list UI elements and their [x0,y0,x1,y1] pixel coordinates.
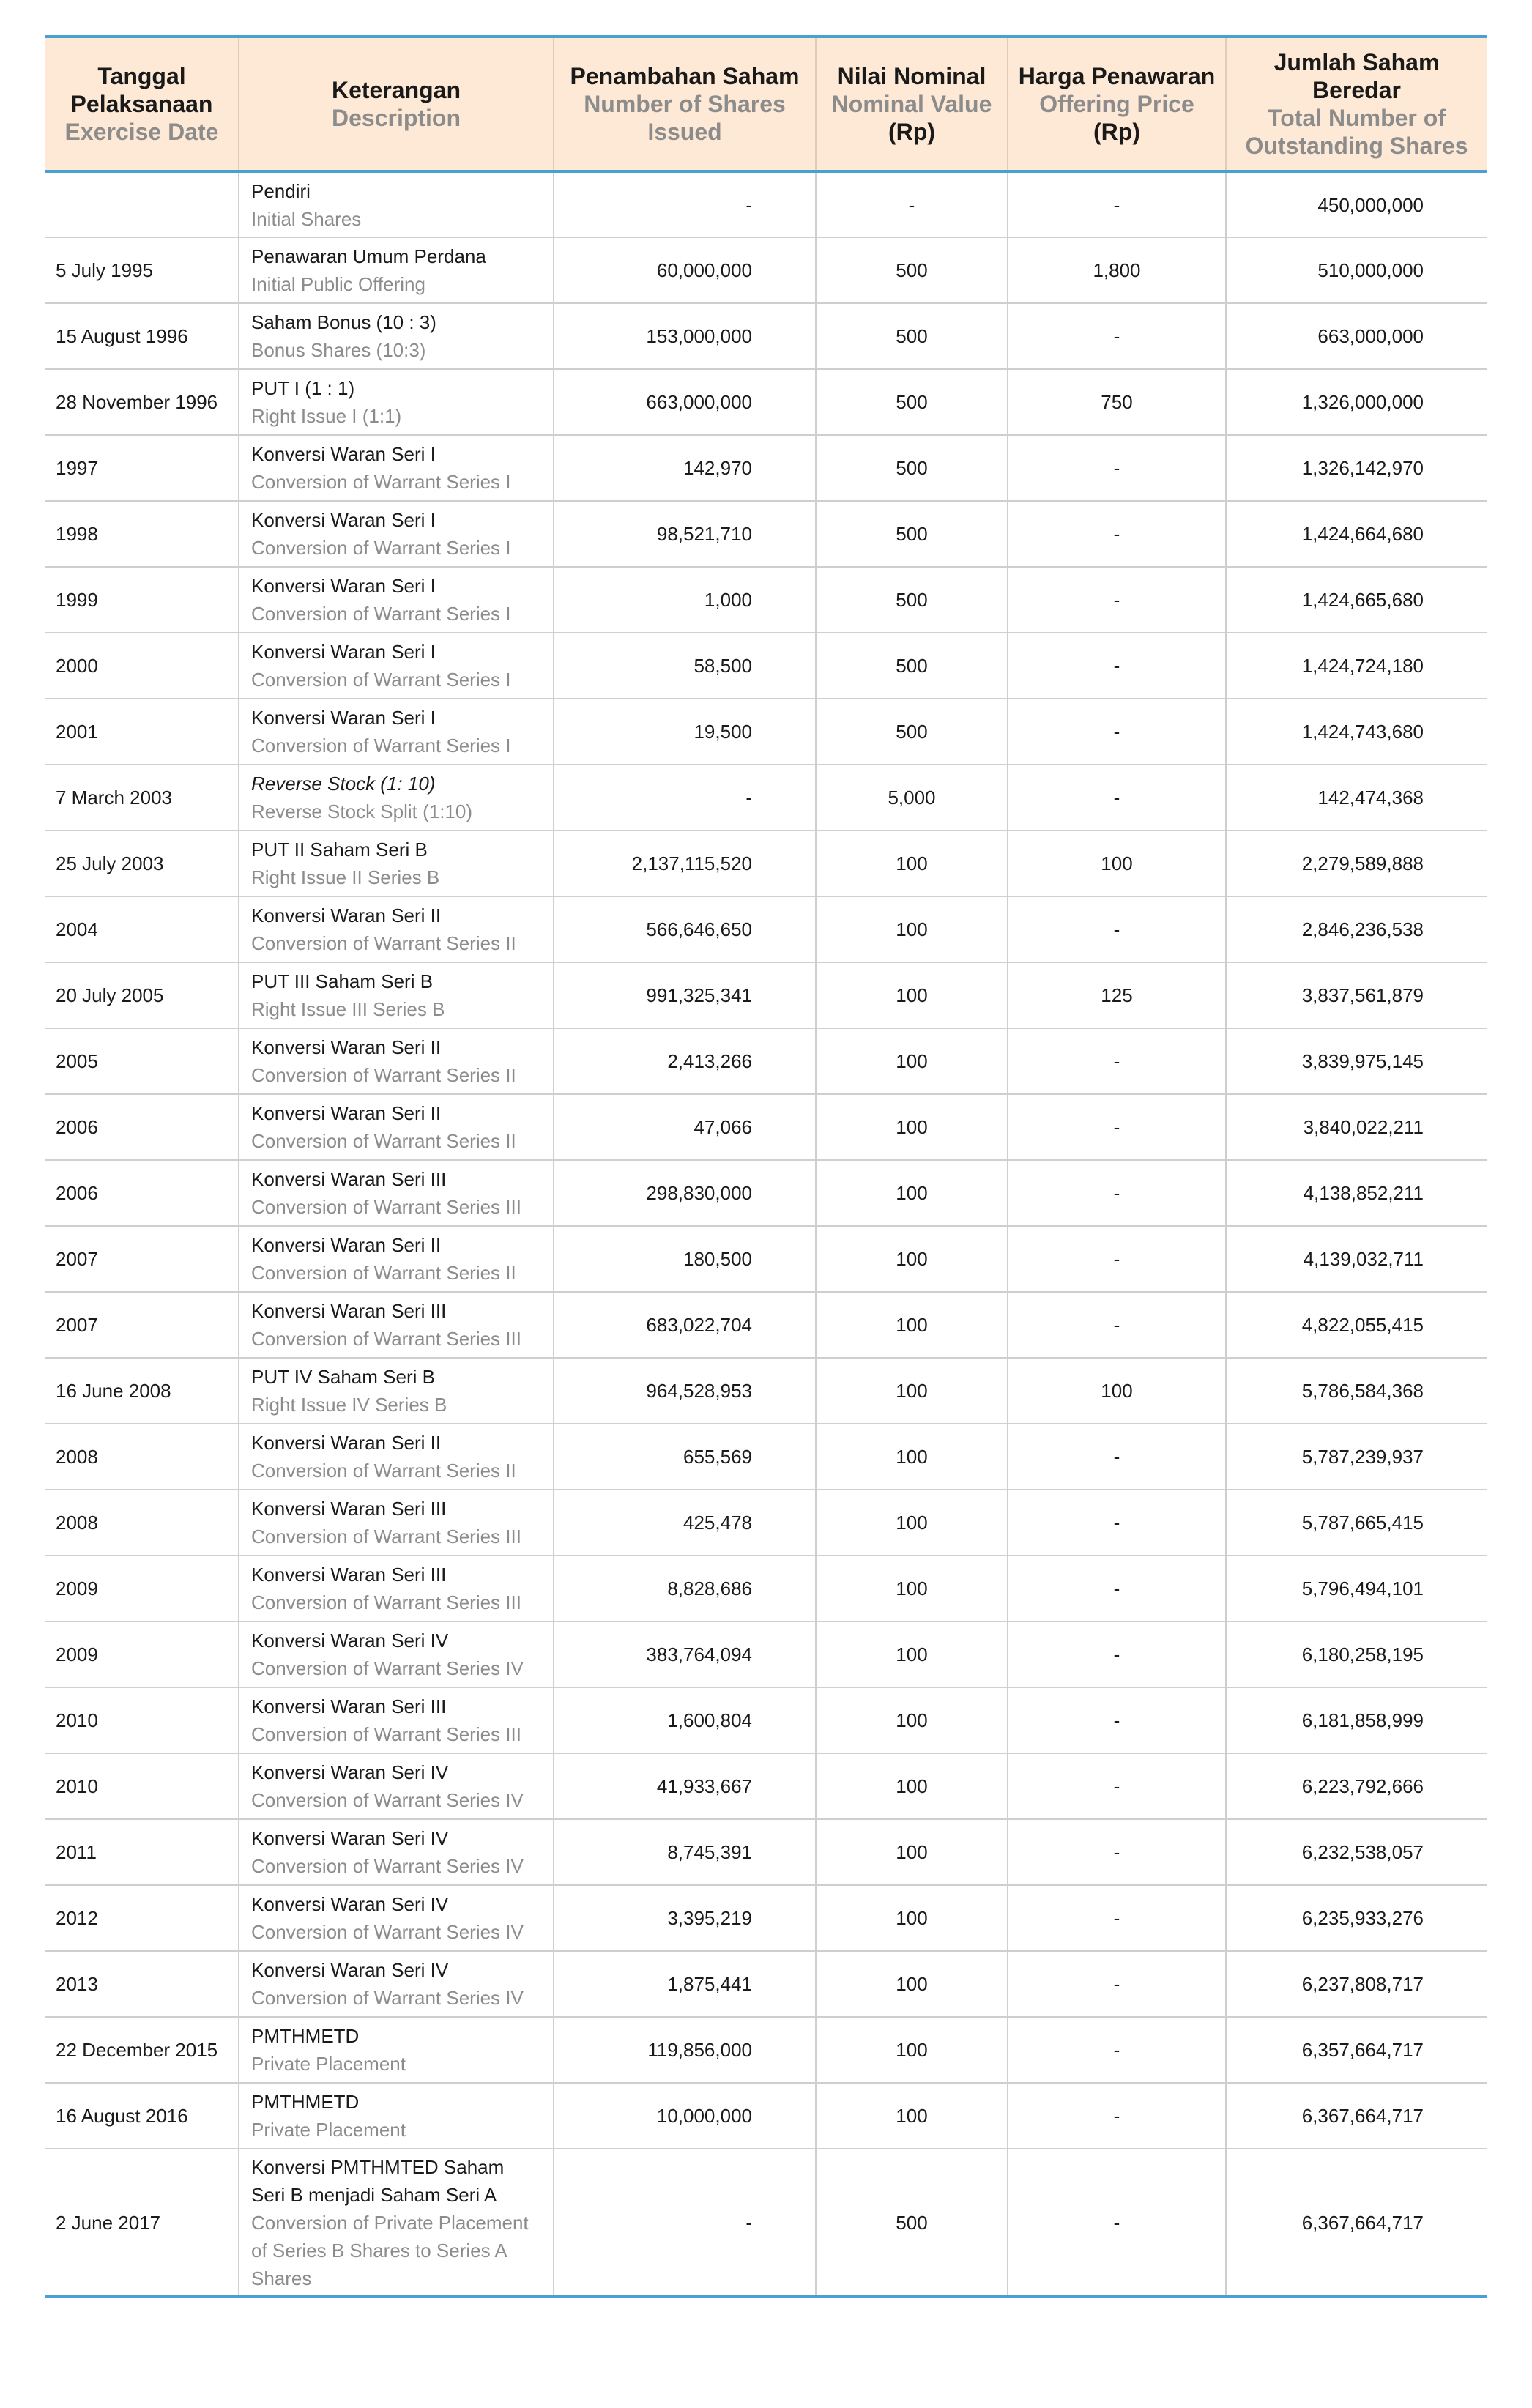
description-en: Conversion of Warrant Series II [251,1130,516,1152]
description-id: Konversi Waran Seri I [251,707,436,729]
table-row [45,1556,1487,1621]
share-history-table [45,35,1487,2298]
offering-price-cell: - [1008,435,1226,501]
shares-issued-cell: 8,828,686 [554,1556,816,1621]
description-id: PUT III Saham Seri B [251,970,434,992]
total-outstanding-cell: 510,000,000 [1226,237,1487,303]
description-id: Konversi Waran Seri IV [251,1630,449,1651]
nominal-value-cell: 500 [816,435,1008,501]
total-outstanding-cell: 3,840,022,211 [1226,1094,1487,1160]
description-cell [239,1094,554,1160]
table-row [45,830,1487,896]
shares-issued-cell: 98,521,710 [554,501,816,567]
description-cell [239,765,554,830]
description-cell [239,1819,554,1885]
offering-price-cell: - [1008,171,1226,237]
description-id: PUT IV Saham Seri B [251,1366,435,1388]
description-id: Konversi Waran Seri III [251,1498,447,1520]
description-en: Initial Shares [251,207,362,230]
description-en: Right Issue III Series B [251,998,445,1020]
description-id: PMTHMETD [251,2091,360,2113]
total-outstanding-cell: 6,235,933,276 [1226,1885,1487,1951]
description-en: Conversion of Warrant Series I [251,537,511,559]
description-id: Saham Bonus (10 : 3) [251,311,436,333]
table-row [45,962,1487,1028]
table-row [45,303,1487,369]
table-row [45,2149,1487,2297]
exercise-date-cell: 1998 [45,501,239,567]
total-outstanding-cell: 6,232,538,057 [1226,1819,1487,1885]
exercise-date-cell [45,171,239,237]
description-cell [239,1292,554,1358]
shares-issued-cell: 60,000,000 [554,237,816,303]
nominal-value-cell: 500 [816,237,1008,303]
description-cell [239,1687,554,1753]
exercise-date-cell: 2010 [45,1753,239,1819]
total-outstanding-cell: 5,786,584,368 [1226,1358,1487,1424]
total-outstanding-cell: 6,180,258,195 [1226,1621,1487,1687]
description-en: Conversion of Warrant Series IV [251,1855,524,1877]
description-cell [239,1490,554,1556]
table-row [45,237,1487,303]
exercise-date-cell: 2001 [45,699,239,765]
description-cell [239,303,554,369]
nominal-value-cell: 100 [816,1490,1008,1556]
table-row [45,2083,1487,2149]
offering-price-cell: - [1008,1226,1226,1292]
nominal-value-cell: 100 [816,1687,1008,1753]
nominal-value-cell: 100 [816,962,1008,1028]
exercise-date-cell: 7 March 2003 [45,765,239,830]
offering-price-cell: 125 [1008,962,1226,1028]
description-en: Conversion of Warrant Series III [251,1196,521,1218]
description-cell [239,1358,554,1424]
table-row [45,2017,1487,2083]
description-id: Penawaran Umum Perdana [251,245,486,267]
total-outstanding-cell: 6,181,858,999 [1226,1687,1487,1753]
description-en: Private Placement [251,2119,406,2141]
total-outstanding-cell: 3,837,561,879 [1226,962,1487,1028]
total-outstanding-cell: 2,279,589,888 [1226,830,1487,896]
offering-price-cell: - [1008,1556,1226,1621]
total-outstanding-cell: 4,822,055,415 [1226,1292,1487,1358]
offering-price-cell: - [1008,1490,1226,1556]
description-en: Conversion of Warrant Series IV [251,1987,524,2009]
offering-price-cell: - [1008,2083,1226,2149]
exercise-date-cell: 1997 [45,435,239,501]
offering-price-cell: - [1008,896,1226,962]
nominal-value-cell: 100 [816,1028,1008,1094]
offering-price-cell: 100 [1008,830,1226,896]
nominal-value-cell: 500 [816,303,1008,369]
total-outstanding-cell: 6,357,664,717 [1226,2017,1487,2083]
description-id: Konversi Waran Seri I [251,575,436,597]
shares-issued-cell: 19,500 [554,699,816,765]
shares-issued-cell: 1,000 [554,567,816,633]
nominal-value-cell: 100 [816,1556,1008,1621]
description-id: Reverse Stock (1: 10) [251,773,436,795]
description-en: Bonus Shares (10:3) [251,339,426,361]
shares-issued-cell: 1,875,441 [554,1951,816,2017]
offering-price-cell: - [1008,633,1226,699]
exercise-date-cell: 28 November 1996 [45,369,239,435]
description-en: Right Issue II Series B [251,866,440,888]
description-en: Conversion of Warrant Series II [251,1460,516,1482]
description-cell [239,896,554,962]
offering-price-cell: - [1008,765,1226,830]
description-cell [239,435,554,501]
offering-price-cell: - [1008,1753,1226,1819]
total-outstanding-cell: 1,326,142,970 [1226,435,1487,501]
exercise-date-cell: 1999 [45,567,239,633]
description-en: Private Placement [251,2053,406,2075]
description-id: PUT I (1 : 1) [251,377,355,399]
nominal-value-cell: 500 [816,369,1008,435]
header-nominal-value: Nilai Nominal Nominal Value (Rp) [816,37,1008,171]
nominal-value-cell: 100 [816,1885,1008,1951]
nominal-value-cell: 5,000 [816,765,1008,830]
description-cell [239,2017,554,2083]
total-outstanding-cell: 1,424,743,680 [1226,699,1487,765]
exercise-date-cell: 2005 [45,1028,239,1094]
shares-issued-cell: 3,395,219 [554,1885,816,1951]
header-offering-price: Harga Penawaran Offering Price (Rp) [1008,37,1226,171]
total-outstanding-cell: 6,237,808,717 [1226,1951,1487,2017]
total-outstanding-cell: 5,796,494,101 [1226,1556,1487,1621]
shares-issued-cell: 655,569 [554,1424,816,1490]
description-en: Conversion of Warrant Series IV [251,1789,524,1811]
shares-issued-cell: 47,066 [554,1094,816,1160]
table-row [45,1490,1487,1556]
table-row [45,896,1487,962]
description-cell [239,1226,554,1292]
description-cell [239,2083,554,2149]
exercise-date-cell: 2008 [45,1424,239,1490]
table-row [45,699,1487,765]
exercise-date-cell: 2008 [45,1490,239,1556]
offering-price-cell: 1,800 [1008,237,1226,303]
shares-issued-cell: 298,830,000 [554,1160,816,1226]
total-outstanding-cell: 6,367,664,717 [1226,2083,1487,2149]
nominal-value-cell: 100 [816,2083,1008,2149]
description-en: Conversion of Warrant Series II [251,1064,516,1086]
description-id: Konversi Waran Seri II [251,904,442,926]
offering-price-cell: - [1008,567,1226,633]
description-cell [239,1028,554,1094]
header-description: Keterangan Description [239,37,554,171]
shares-issued-cell: 383,764,094 [554,1621,816,1687]
shares-issued-cell: 8,745,391 [554,1819,816,1885]
offering-price-cell: - [1008,1819,1226,1885]
offering-price-cell: - [1008,1621,1226,1687]
description-en: Conversion of Warrant Series I [251,471,511,493]
total-outstanding-cell: 142,474,368 [1226,765,1487,830]
offering-price-cell: 750 [1008,369,1226,435]
description-en: Conversion of Warrant Series III [251,1723,521,1745]
nominal-value-cell: 100 [816,1226,1008,1292]
nominal-value-cell: 100 [816,1951,1008,2017]
exercise-date-cell: 20 July 2005 [45,962,239,1028]
description-en: Conversion of Warrant Series III [251,1591,521,1613]
exercise-date-cell: 25 July 2003 [45,830,239,896]
nominal-value-cell: 100 [816,1292,1008,1358]
description-id: Konversi Waran Seri IV [251,1761,449,1783]
table-row [45,501,1487,567]
nominal-value-cell: 100 [816,1094,1008,1160]
exercise-date-cell: 16 August 2016 [45,2083,239,2149]
description-cell [239,171,554,237]
exercise-date-cell: 2007 [45,1226,239,1292]
offering-price-cell: - [1008,2149,1226,2297]
nominal-value-cell: 100 [816,1160,1008,1226]
table-row [45,1028,1487,1094]
shares-issued-cell: - [554,765,816,830]
description-cell [239,830,554,896]
exercise-date-cell: 2007 [45,1292,239,1358]
shares-issued-cell: 1,600,804 [554,1687,816,1753]
total-outstanding-cell: 1,424,724,180 [1226,633,1487,699]
nominal-value-cell: 100 [816,1621,1008,1687]
nominal-value-cell: 500 [816,501,1008,567]
description-id: Konversi Waran Seri II [251,1432,442,1454]
table-row [45,1687,1487,1753]
exercise-date-cell: 2009 [45,1556,239,1621]
shares-issued-cell: 2,137,115,520 [554,830,816,896]
description-cell [239,1885,554,1951]
description-cell [239,1424,554,1490]
exercise-date-cell: 2006 [45,1160,239,1226]
exercise-date-cell: 2006 [45,1094,239,1160]
offering-price-cell: - [1008,1292,1226,1358]
exercise-date-cell: 2012 [45,1885,239,1951]
offering-price-cell: - [1008,699,1226,765]
header-exercise-date: Tanggal Pelaksanaan Exercise Date [45,37,239,171]
shares-issued-cell: - [554,171,816,237]
shares-issued-cell: 58,500 [554,633,816,699]
description-id: Konversi Waran Seri III [251,1168,447,1190]
description-en: Right Issue IV Series B [251,1394,447,1416]
table-row [45,1094,1487,1160]
nominal-value-cell: 500 [816,699,1008,765]
table-row [45,1292,1487,1358]
header-shares-issued: Penambahan Saham Number of Shares Issued [554,37,816,171]
table-row [45,1819,1487,1885]
shares-issued-cell: 991,325,341 [554,962,816,1028]
shares-issued-cell: 142,970 [554,435,816,501]
table-row [45,1424,1487,1490]
description-en: Right Issue I (1:1) [251,405,402,427]
nominal-value-cell: 100 [816,2017,1008,2083]
description-cell [239,369,554,435]
shares-issued-cell: 119,856,000 [554,2017,816,2083]
shares-issued-cell: 10,000,000 [554,2083,816,2149]
offering-price-cell: - [1008,1885,1226,1951]
total-outstanding-cell: 663,000,000 [1226,303,1487,369]
description-id: PMTHMETD [251,2025,360,2047]
table-row [45,1753,1487,1819]
exercise-date-cell: 15 August 1996 [45,303,239,369]
total-outstanding-cell: 4,138,852,211 [1226,1160,1487,1226]
table-row [45,1885,1487,1951]
shares-issued-cell: 663,000,000 [554,369,816,435]
offering-price-cell: 100 [1008,1358,1226,1424]
description-cell [239,1556,554,1621]
nominal-value-cell: 500 [816,2149,1008,2297]
offering-price-cell: - [1008,1424,1226,1490]
table-row [45,1621,1487,1687]
description-en: Conversion of Warrant Series I [251,669,511,691]
total-outstanding-cell: 450,000,000 [1226,171,1487,237]
description-en: Conversion of Warrant Series I [251,603,511,625]
description-en: Reverse Stock Split (1:10) [251,800,473,822]
nominal-value-cell: 500 [816,633,1008,699]
description-id: Konversi Waran Seri I [251,509,436,531]
table-row [45,1160,1487,1226]
total-outstanding-cell: 5,787,665,415 [1226,1490,1487,1556]
shares-issued-cell: 2,413,266 [554,1028,816,1094]
description-en: Conversion of Private Placement of Series B Shares to Series A Shares [251,2211,529,2289]
share-history-table-container [45,35,1487,2298]
description-id: Konversi Waran Seri IV [251,1959,449,1981]
offering-price-cell: - [1008,1687,1226,1753]
shares-issued-cell: 41,933,667 [554,1753,816,1819]
exercise-date-cell: 2009 [45,1621,239,1687]
description-cell [239,237,554,303]
exercise-date-cell: 2010 [45,1687,239,1753]
total-outstanding-cell: 5,787,239,937 [1226,1424,1487,1490]
description-id: Konversi Waran Seri II [251,1234,442,1256]
description-id: PUT II Saham Seri B [251,839,428,861]
description-en: Conversion of Warrant Series III [251,1328,521,1350]
nominal-value-cell: 100 [816,1424,1008,1490]
exercise-date-cell: 2011 [45,1819,239,1885]
nominal-value-cell: 100 [816,896,1008,962]
description-cell [239,633,554,699]
exercise-date-cell: 2000 [45,633,239,699]
total-outstanding-cell: 6,367,664,717 [1226,2149,1487,2297]
total-outstanding-cell: 6,223,792,666 [1226,1753,1487,1819]
description-cell [239,1621,554,1687]
description-id: Konversi Waran Seri II [251,1102,442,1124]
description-en: Conversion of Warrant Series I [251,735,511,757]
description-cell [239,501,554,567]
total-outstanding-cell: 1,424,664,680 [1226,501,1487,567]
description-en: Conversion of Warrant Series II [251,932,516,954]
offering-price-cell: - [1008,303,1226,369]
nominal-value-cell: 100 [816,830,1008,896]
exercise-date-cell: 5 July 1995 [45,237,239,303]
table-row [45,765,1487,830]
nominal-value-cell: 500 [816,567,1008,633]
shares-issued-cell: 683,022,704 [554,1292,816,1358]
exercise-date-cell: 2 June 2017 [45,2149,239,2297]
description-cell [239,1951,554,2017]
description-cell [239,962,554,1028]
description-id: Konversi Waran Seri I [251,641,436,663]
table-header-row [45,37,1487,171]
table-body [45,171,1487,2297]
description-cell [239,1753,554,1819]
table-row [45,435,1487,501]
table-row [45,1951,1487,2017]
header-total-outstanding: Jumlah Saham Beredar Total Number of Outstanding Shares [1226,37,1487,171]
exercise-date-cell: 2004 [45,896,239,962]
nominal-value-cell: 100 [816,1753,1008,1819]
offering-price-cell: - [1008,1094,1226,1160]
description-id: Pendiri [251,179,311,202]
table-row [45,1226,1487,1292]
shares-issued-cell: - [554,2149,816,2297]
description-en: Initial Public Offering [251,273,425,295]
exercise-date-cell: 2013 [45,1951,239,2017]
description-id: Konversi Waran Seri III [251,1564,447,1586]
table-row [45,171,1487,237]
description-id: Konversi Waran Seri IV [251,1827,449,1849]
total-outstanding-cell: 2,846,236,538 [1226,896,1487,962]
shares-issued-cell: 566,646,650 [554,896,816,962]
shares-issued-cell: 180,500 [554,1226,816,1292]
description-cell [239,1160,554,1226]
table-row [45,1358,1487,1424]
nominal-value-cell: - [816,171,1008,237]
offering-price-cell: - [1008,501,1226,567]
shares-issued-cell: 425,478 [554,1490,816,1556]
description-id: Konversi Waran Seri I [251,443,436,465]
nominal-value-cell: 100 [816,1358,1008,1424]
description-cell [239,567,554,633]
offering-price-cell: - [1008,1951,1226,2017]
shares-issued-cell: 153,000,000 [554,303,816,369]
description-id: Konversi Waran Seri III [251,1300,447,1322]
table-row [45,567,1487,633]
table-row [45,369,1487,435]
shares-issued-cell: 964,528,953 [554,1358,816,1424]
exercise-date-cell: 16 June 2008 [45,1358,239,1424]
offering-price-cell: - [1008,2017,1226,2083]
description-id: Konversi PMTHMTED Saham Seri B menjadi Saham Seri A [251,2155,505,2206]
description-en: Conversion of Warrant Series III [251,1526,521,1547]
description-id: Konversi Waran Seri II [251,1036,442,1058]
table-row [45,633,1487,699]
offering-price-cell: - [1008,1028,1226,1094]
description-cell [239,699,554,765]
total-outstanding-cell: 1,424,665,680 [1226,567,1487,633]
exercise-date-cell: 22 December 2015 [45,2017,239,2083]
total-outstanding-cell: 1,326,000,000 [1226,369,1487,435]
description-id: Konversi Waran Seri IV [251,1893,449,1915]
offering-price-cell: - [1008,1160,1226,1226]
description-id: Konversi Waran Seri III [251,1695,447,1717]
description-en: Conversion of Warrant Series II [251,1262,516,1284]
description-en: Conversion of Warrant Series IV [251,1921,524,1943]
nominal-value-cell: 100 [816,1819,1008,1885]
total-outstanding-cell: 4,139,032,711 [1226,1226,1487,1292]
total-outstanding-cell: 3,839,975,145 [1226,1028,1487,1094]
description-en: Conversion of Warrant Series IV [251,1657,524,1679]
description-cell [239,2149,554,2297]
